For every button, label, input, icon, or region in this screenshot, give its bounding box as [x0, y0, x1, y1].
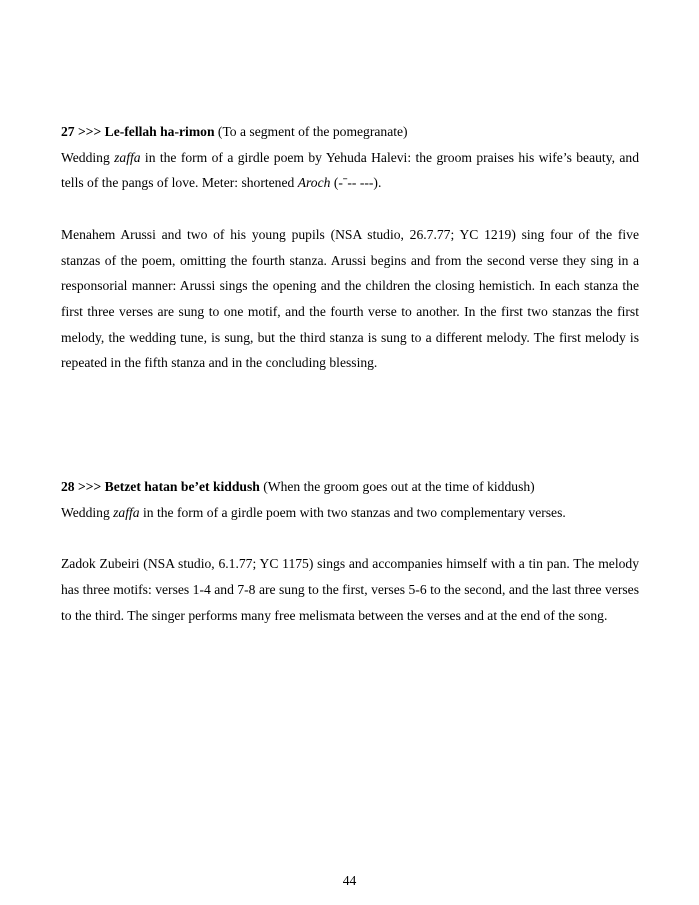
- entry-27: [61, 119, 639, 376]
- entry-title: 28 >>> Betzet hatan be’et kiddush: [61, 479, 260, 494]
- description-italic-term: zaffa: [114, 149, 141, 165]
- page-number: 44: [342, 873, 357, 888]
- entry-28: [61, 474, 639, 628]
- entry-heading: [61, 119, 639, 145]
- entry-title-translation: (To a segment of the pomegranate): [214, 124, 408, 139]
- entry-description: [61, 500, 639, 526]
- description-italic-term: zaffa: [113, 504, 140, 520]
- entry-body: Menahem Arussi and two of his young pupils (NSA studio, 26.7.77; YC 1219) sing four of the five stanzas of the poem, omitting the fourth stanza. Arussi begins and from the second verse they sing in a responsorial manner: Arussi sings the opening and the children the closing hemistich. In each stanza the first three verses are sung to one motif, and the fourth verse to another. In the first two stanzas the first melody, the wedding tune, is sung, but the third stanza is sung to a different melody. The first melody is repeated in the fifth stanza and in the concluding blessing.: [61, 226, 639, 371]
- description-text: Wedding: [61, 504, 114, 520]
- entry-body: Zadok Zubeiri (NSA studio, 6.1.77; YC 1175) sings and accompanies himself with a tin pan. The melody has three motifs: verses 1-4 and 7-8 are sung to the first, verses 5-6 to the second, and the last three verses to the third. The singer performs many free melismata between the verses and at the end of the song.: [61, 556, 639, 623]
- description-text: (-ˉ-- ---).: [330, 175, 382, 191]
- description-italic-term: Aroch: [297, 175, 331, 191]
- entry-description: [61, 145, 639, 196]
- description-text: in the form of a girdle poem by Yehuda Halevi: the groom praises his wife’s beauty, and tells of the pangs of love. Meter: shortened: [61, 149, 639, 191]
- entry-heading: [61, 474, 639, 500]
- entry-title: 27 >>> Le-fellah ha-rimon: [61, 124, 215, 139]
- entry-title-translation: (When the groom goes out at the time of kiddush): [259, 479, 535, 494]
- description-text: Wedding: [61, 149, 115, 165]
- description-text: in the form of a girdle poem with two stanzas and two complementary verses.: [139, 504, 566, 520]
